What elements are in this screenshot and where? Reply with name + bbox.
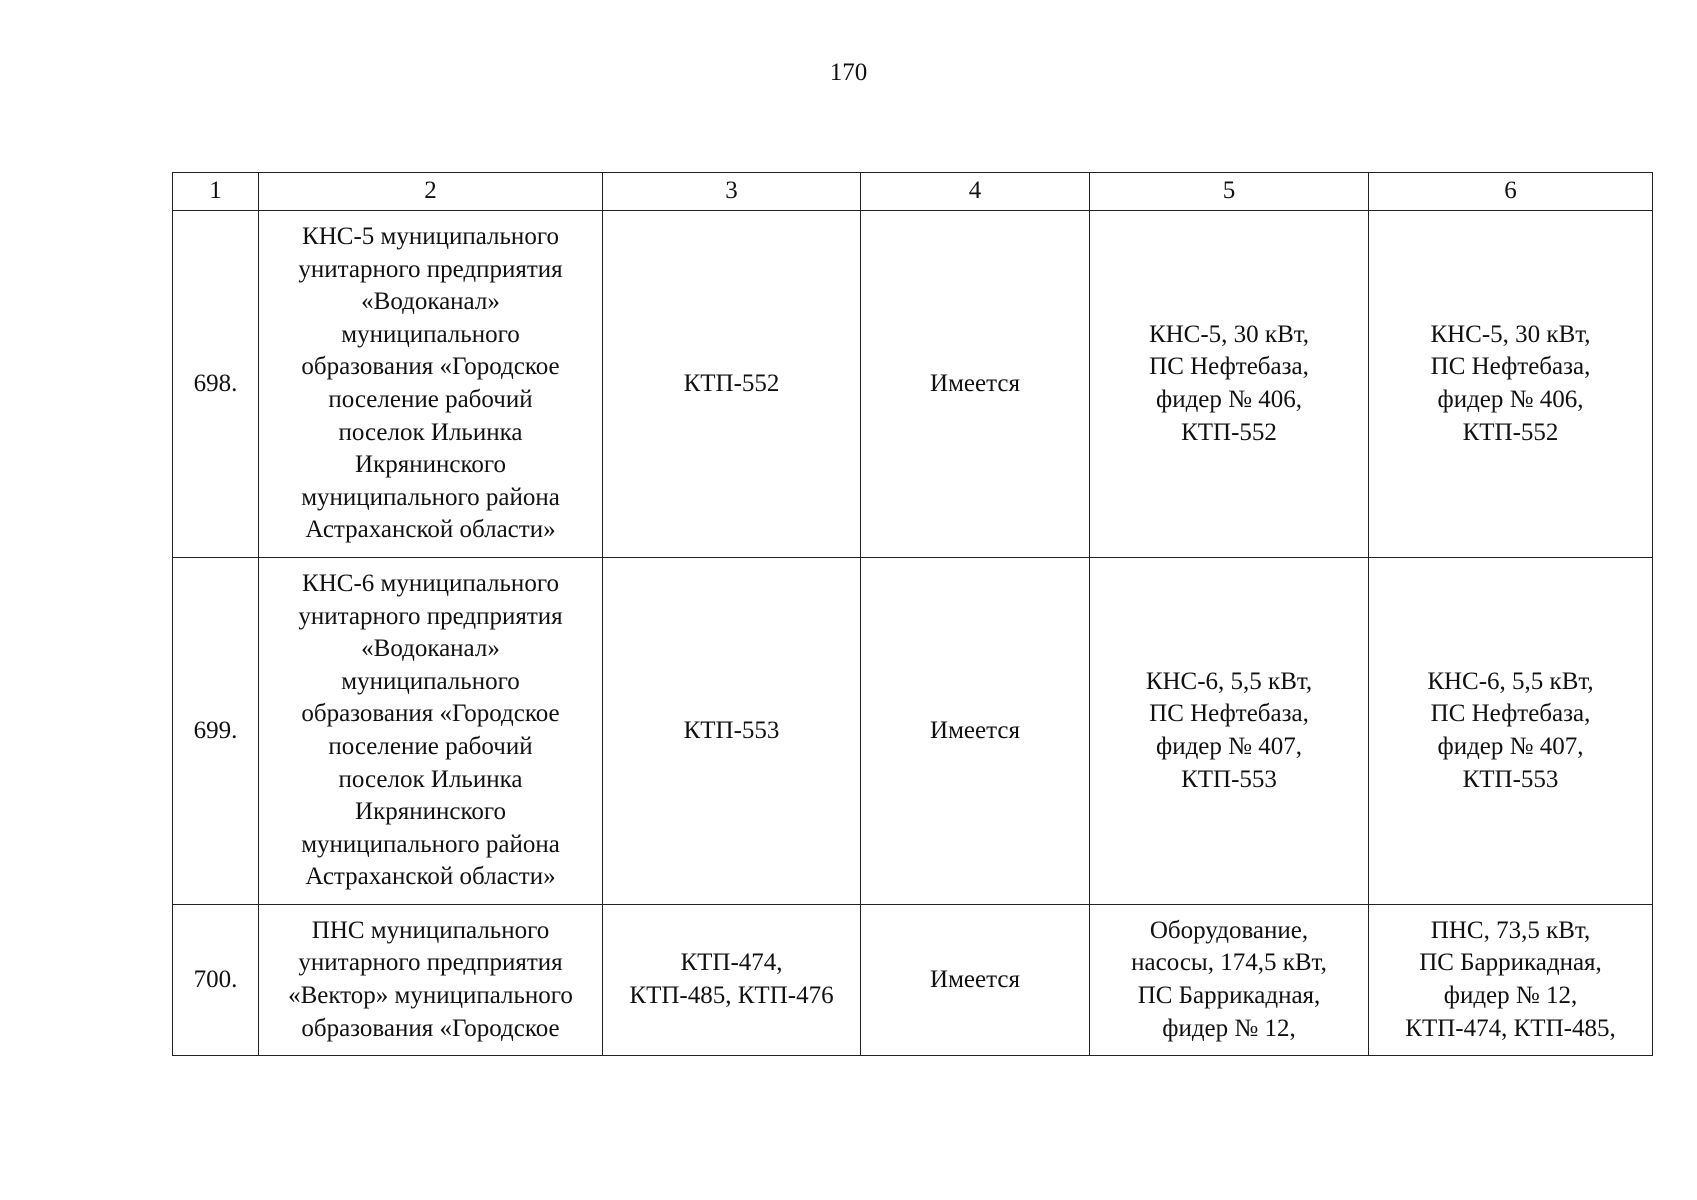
table-row <box>173 905 1653 1056</box>
connection-cell: КНС-5, 30 кВт, ПС Нефтебаза, фидер № 406, КТП-552 <box>1369 211 1653 558</box>
header-col-5: 5 <box>1090 173 1369 211</box>
table-row <box>173 558 1653 905</box>
row-number-cell: 700. <box>173 905 259 1056</box>
header-row <box>173 173 1653 211</box>
ktp-cell: КТП-553 <box>603 558 861 905</box>
connection-cell: КНС-6, 5,5 кВт, ПС Нефтебаза, фидер № 407, КТП-553 <box>1369 558 1653 905</box>
object-name-cell: КНС-5 муниципального унитарного предприятия «Водоканал» муниципального образования «Городское поселение рабочий поселок Ильинка Икрянинского муниципального района Астраханской области» <box>259 211 603 558</box>
object-name-cell: ПНС муниципального унитарного предприятия «Вектор» муниципального образования «Городское <box>259 905 603 1056</box>
page-number: 170 <box>829 59 868 86</box>
equipment-cell: Оборудование, насосы, 174,5 кВт, ПС Баррикадная, фидер № 12, <box>1090 905 1369 1056</box>
equipment-cell: КНС-5, 30 кВт, ПС Нефтебаза, фидер № 406, КТП-552 <box>1090 211 1369 558</box>
equipment-cell: КНС-6, 5,5 кВт, ПС Нефтебаза, фидер № 407, КТП-553 <box>1090 558 1369 905</box>
row-number-cell: 699. <box>173 558 259 905</box>
status-cell: Имеется <box>861 905 1090 1056</box>
header-col-6: 6 <box>1369 173 1653 211</box>
ktp-cell: КТП-474, КТП-485, КТП-476 <box>603 905 861 1056</box>
ktp-cell: КТП-552 <box>603 211 861 558</box>
header-col-2: 2 <box>259 173 603 211</box>
infrastructure-table <box>172 172 1653 1056</box>
header-col-1: 1 <box>173 173 259 211</box>
connection-cell: ПНС, 73,5 кВт, ПС Баррикадная, фидер № 12, КТП-474, КТП-485, <box>1369 905 1653 1056</box>
table-row <box>173 211 1653 558</box>
header-col-4: 4 <box>861 173 1090 211</box>
row-number-cell: 698. <box>173 211 259 558</box>
status-cell: Имеется <box>861 211 1090 558</box>
object-name-cell: КНС-6 муниципального унитарного предприятия «Водоканал» муниципального образования «Городское поселение рабочий поселок Ильинка Икрянинского муниципального района Астраханской области» <box>259 558 603 905</box>
status-cell: Имеется <box>861 558 1090 905</box>
header-col-3: 3 <box>603 173 861 211</box>
